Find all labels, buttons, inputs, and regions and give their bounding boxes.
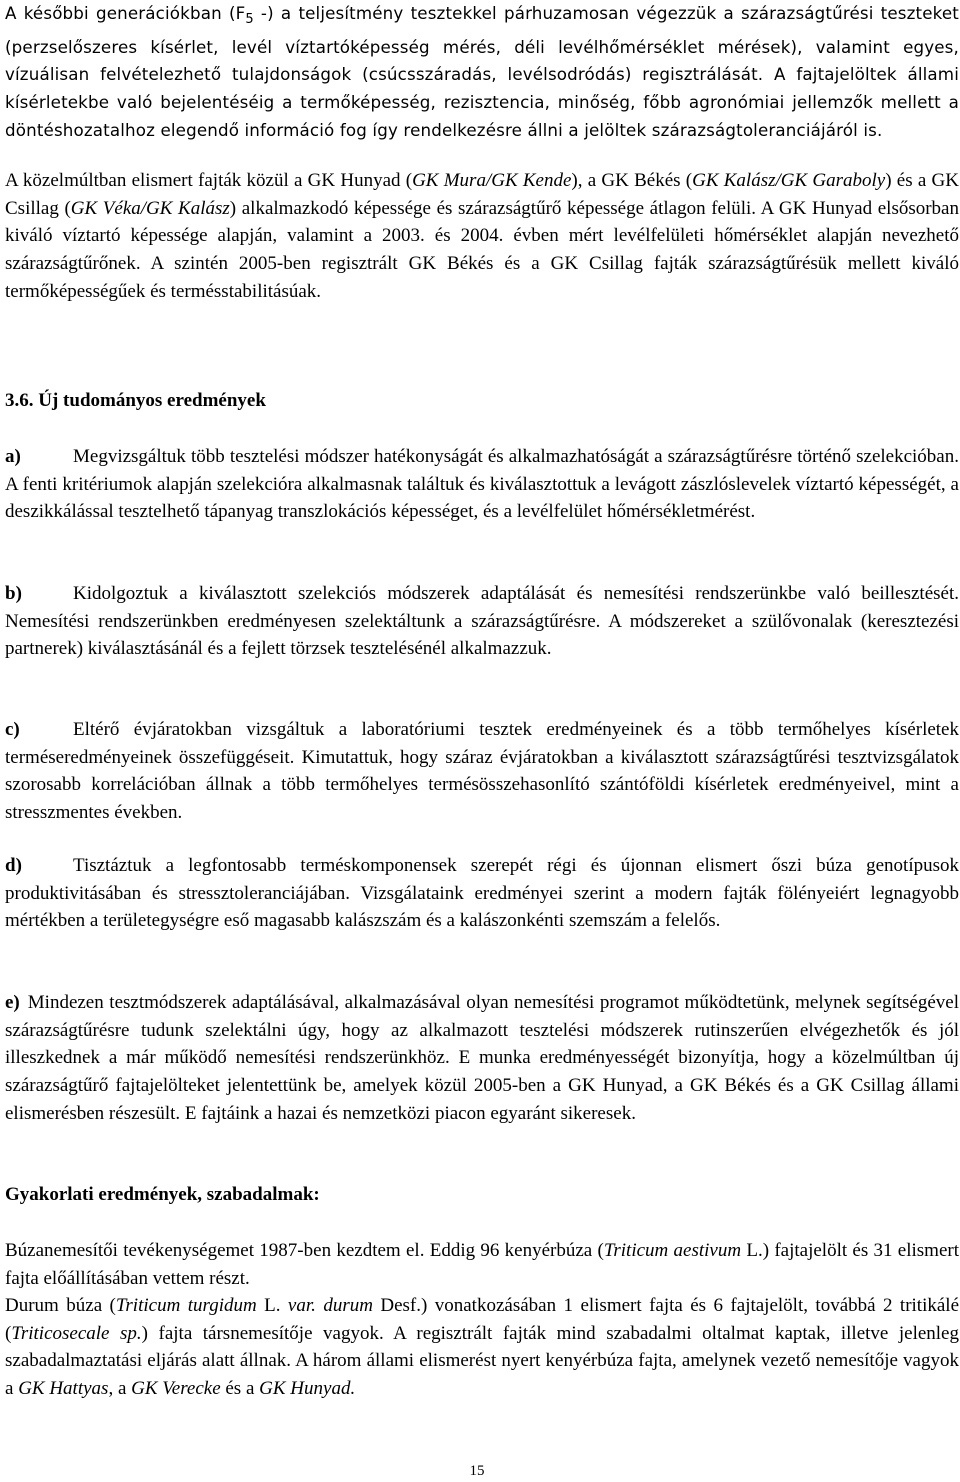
item-label: e) (5, 992, 20, 1013)
intro-paragraph-1 (5, 0, 959, 145)
document-page (5, 0, 959, 1482)
variety-hunyad: GK Hunyad. (259, 1378, 356, 1400)
page-number: 15 (469, 1463, 485, 1479)
practical-text-b: L.) fajtajelölt és 31 elismert fajta előállításában vettem részt. (5, 1240, 959, 1289)
durum-text-c: Desf.) vonatkozásában 1 elismert fajta és 6 fajtajelölt, továbbá 2 tritikálé ( (5, 1295, 960, 1344)
result-item-d (5, 852, 959, 935)
item-text: Eltérő évjáratokban vizsgáltuk a laboratóriumi tesztek eredményeinek és a több termőhelyes kísérletek terméseredményeinek összefüggéseit. Kimutattuk, hogy száraz évjáratokban a kiválasztott szárazságtűrési tesztvizsgálatok szorosabb korrelációban állnak a több termőhelyes termésösszehasonlító szántóföldi kísérletek eredményeivel, mint a stresszmentes években. (5, 719, 959, 824)
section-heading: 3.6. Új tudományos eredmények (5, 390, 266, 411)
practical-paragraph-2 (5, 1292, 959, 1403)
csillag-parents: GK Véka/GK Kalász (70, 197, 230, 219)
durum-species: Triticum turgidum (115, 1295, 257, 1316)
generation-subscript: 5 (245, 12, 254, 27)
result-item-c (5, 716, 959, 827)
varieties-text-c: ) és a GK Csillag ( (5, 170, 959, 219)
durum-text-f: és a (220, 1378, 260, 1400)
hunyad-parents: GK Mura/GK Kende (412, 170, 572, 191)
item-label: a) (5, 446, 21, 467)
result-item-b (5, 580, 959, 663)
durum-text-a: Durum búza ( (5, 1295, 116, 1316)
practical-heading: Gyakorlati eredmények, szabadalmak: (5, 1184, 320, 1205)
species-name: Triticum aestivum (603, 1240, 742, 1261)
item-text: Megvizsgáltuk több tesztelési módszer hatékonyságát és alkalmazhatóságát a szárazságtűrésre történő szelekcióban. A fenti kritériumok alapján szelekcióra alkalmasnak találtuk és kiválasztottuk a levágott zászlóslevelek víztartó képességét, a deszikkálással tesztelhető tápanyag transzlokációs képességet, és a levélfelület hőmérsékletmérést. (5, 446, 959, 523)
practical-paragraph-1 (5, 1237, 959, 1292)
item-text: Mindezen tesztmódszerek adaptálásával, alkalmazásával olyan nemesítési programot működtetünk, melynek segítségével szárazságtűrésre tudunk szelektálni úgy, hogy az alkalmazott tesztelési módszerek rutinszerűen elvégezhetők és jól illeszkednek a már működő nemesítési rendszerünkhöz. E munka eredményességét bizonyítja, hogy a közelmúltban új szárazságtűrő fajtajelölteket jelentettünk be, amelyek közül 2005-ben a GK Hunyad, a GK Békés és a GK Csillag állami elismerésben részesült. E fajtáink a hazai és nemzetközi piacon egyaránt sikeresek. (5, 992, 959, 1124)
triticale-species: Triticosecale sp. (11, 1322, 142, 1344)
result-item-e (5, 989, 959, 1128)
item-label: c) (5, 719, 20, 740)
variety-verecke: GK Verecke (131, 1378, 221, 1400)
bekes-parents: GK Kalász/GK Garaboly (692, 170, 886, 191)
intro-text-start: A későbbi generációkban (F (5, 3, 246, 23)
durum-text-e: , a (108, 1378, 132, 1400)
item-label: b) (5, 583, 22, 604)
practical-text-a: Búzanemesítői tevékenységemet 1987-ben kezdtem el. Eddig 96 kenyérbúza ( (5, 1240, 604, 1261)
durum-variety: var. durum (287, 1295, 373, 1316)
durum-text-b: L. (256, 1295, 288, 1316)
result-item-a (5, 443, 959, 526)
varieties-text-b: ), a GK Békés ( (571, 170, 693, 191)
item-label: d) (5, 855, 22, 876)
item-text: Tisztáztuk a legfontosabb terméskomponensek szerepét régi és újonnan elismert őszi búza genotípusok produktivitásában és stressztoleranciájában. Vizsgálataink eredményei szerint a modern fajták fölényeiért legnagyobb mértékben a területegységre eső magasabb kalászszám és a kalászonkénti szemszám a felelős. (5, 855, 959, 932)
item-text: Kidolgoztuk a kiválasztott szelekciós módszerek adaptálását és nemesítési rendszerünkbe való beillesztését. Nemesítési rendszerünkben eredményesen szelektáltunk a szárazságtűrésre. A módszereket a szülővonalak (keresztezési partnerek) kiválasztásánál és a fejlett törzsek tesztelésénél alkalmazzuk. (5, 583, 959, 660)
durum-text-d: ) fajta társnemesítője vagyok. A regisztrált fajták mind szabadalmi oltalmat kaptak, illetve jelenleg szabadalmaztatási eljárás alatt állnak. A három állami elismerést nyert kenyérbúza fajta, amelynek vezető nemesítője vagyok a (5, 1322, 959, 1400)
intro-paragraph-2 (5, 167, 959, 306)
intro-text-rest: -) a teljesítmény tesztekkel párhuzamosan végezzük a szárazságtűrési teszteket (perzselőszeres kísérlet, levél víztartóképesség mérés, déli levélhőmérséklet mérések), valamint egyes, vízuálisan felvételezhető tulajdonságok (csúcsszáradás, levélsodródás) regisztrálását. A fajtajelöltek állami kísérletekbe való bejelentéséig a termőképesség, rezisztencia, minőség, főbb agronómiai jellemzők mellett a döntéshozatalhoz elegendő információ fog így rendelkezésre állni a jelöltek szárazságtoleranciájáról is. (5, 3, 959, 140)
variety-hattyas: GK Hattyas (18, 1378, 109, 1400)
varieties-text-d: ) alkalmazkodó képessége és szárazságtűrő képessége átlagon felüli. A GK Hunyad elsősorban kiváló víztartó képessége alapján, valamint a 2003. és 2004. évben mért levélfelületi hőmérséklet alapján nevezhető szárazságtűrőnek. A szintén 2005-ben regisztrált GK Békés és a GK Csillag fajták szárazságtűrésük mellett kiváló termőképességűek és termésstabilitásúak. (5, 197, 959, 302)
varieties-text-a: A közelmúltban elismert fajták közül a GK Hunyad ( (5, 170, 413, 191)
